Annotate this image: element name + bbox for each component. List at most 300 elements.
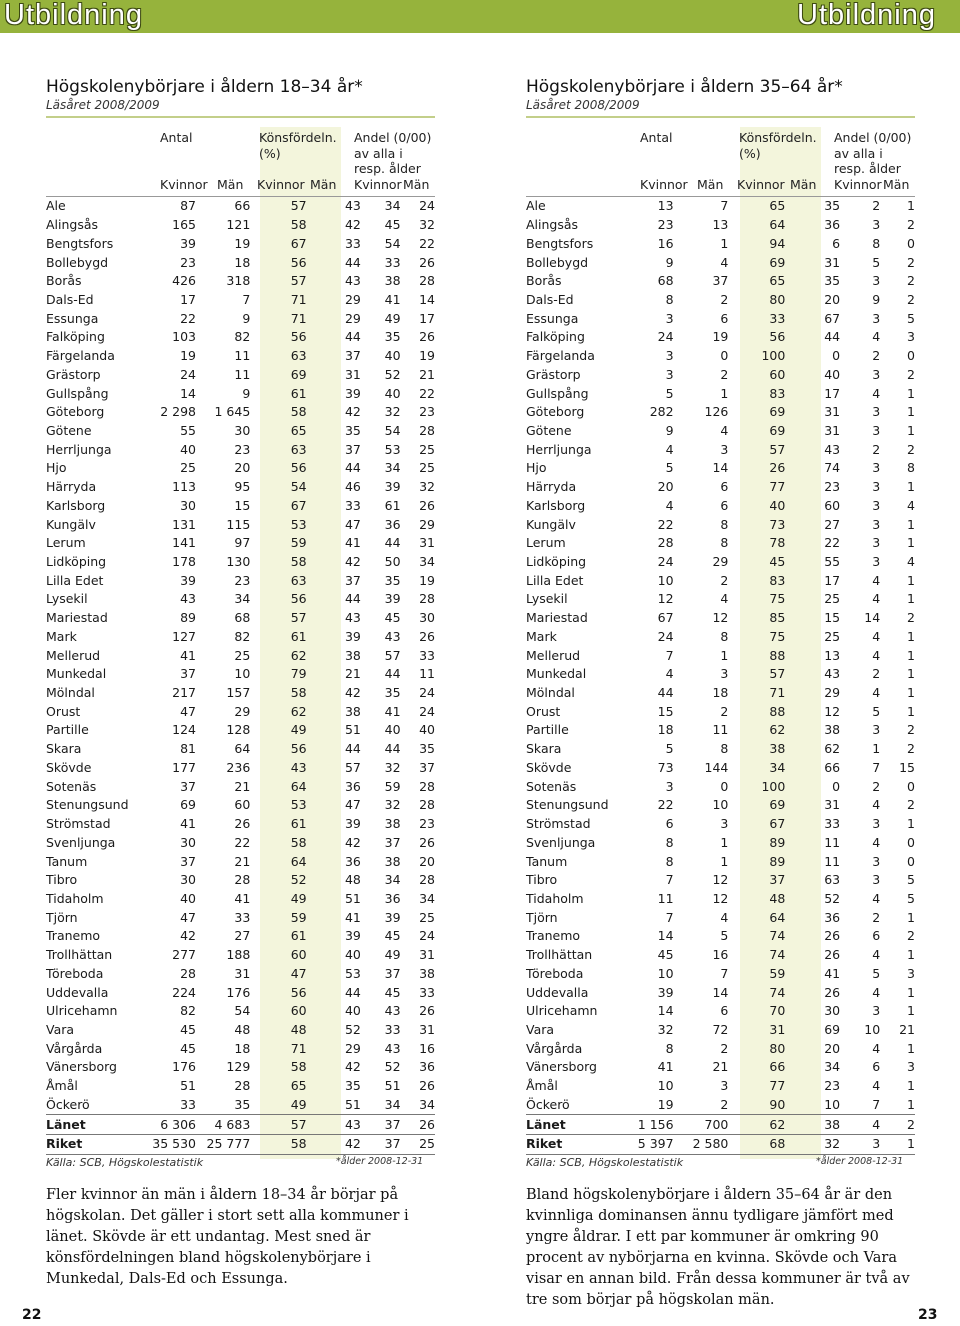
share-women-cell: 100 bbox=[761, 348, 786, 364]
rate-women-cell: 4 bbox=[872, 1040, 881, 1056]
table-row bbox=[526, 890, 915, 909]
rate-men-cell: 29 bbox=[419, 516, 435, 532]
summary-paragraph: Bland högskolenybörjare i åldern 35–64 år är den kvinnliga dominansen ännu tydligare jämfört med yngre åldrar. I ett par kommuner är omkring 90 procent av nybörjarna en kvinna. Skövde och Vara visar en annan bild. Från dessa kommuner är två av tre som börjar på högskolan män. bbox=[526, 1187, 910, 1308]
count-women-cell: 51 bbox=[180, 1078, 197, 1094]
share-men-cell: 12 bbox=[824, 703, 841, 719]
count-women-cell: 5 397 bbox=[631, 1134, 673, 1154]
share-men-cell: 74 bbox=[824, 460, 841, 476]
rate-men-cell: 1 bbox=[907, 404, 915, 420]
count-women-cell: 217 bbox=[172, 685, 197, 701]
share-men-cell: 44 bbox=[344, 984, 361, 1000]
table-row bbox=[526, 291, 915, 310]
rate-women-cell: 38 bbox=[384, 853, 401, 869]
municipality-cell: Lilla Edet bbox=[46, 572, 104, 588]
rate-men-cell: 1 bbox=[880, 197, 915, 216]
count-women-cell: 178 bbox=[172, 554, 197, 570]
table-row bbox=[526, 234, 915, 253]
share-men-cell: 31 bbox=[344, 366, 361, 382]
count-women-cell: 40 bbox=[180, 890, 197, 906]
share-women-cell: 59 bbox=[769, 965, 786, 981]
rate-women-cell: 3 bbox=[872, 497, 881, 513]
count-men-cell: 29 bbox=[234, 703, 251, 719]
table-row bbox=[46, 609, 435, 628]
rate-men-cell: 1 bbox=[907, 1003, 915, 1019]
table-row bbox=[526, 1096, 915, 1115]
rate-men-cell: 28 bbox=[419, 797, 435, 813]
share-men-cell: 48 bbox=[344, 872, 361, 888]
share-women-cell: 70 bbox=[769, 1003, 786, 1019]
rate-men-cell: 4 bbox=[907, 554, 915, 570]
table-row bbox=[526, 328, 915, 347]
share-men-cell: 69 bbox=[824, 1021, 841, 1037]
rate-women-cell: 4 bbox=[872, 890, 881, 906]
rate-men-cell: 0 bbox=[907, 235, 915, 251]
count-women-cell: 3 bbox=[665, 778, 674, 794]
share-men-cell: 29 bbox=[824, 685, 841, 701]
table-row bbox=[46, 403, 435, 422]
share-men-cell: 31 bbox=[824, 797, 841, 813]
count-women-cell: 24 bbox=[657, 329, 674, 345]
table-row bbox=[526, 272, 915, 291]
municipality-cell: Borås bbox=[526, 273, 562, 289]
count-men-cell: 126 bbox=[704, 404, 729, 420]
count-men-cell: 18 bbox=[234, 1040, 251, 1056]
share-men-cell: 26 bbox=[824, 928, 841, 944]
count-women-cell: 8 bbox=[665, 1040, 674, 1056]
municipality-cell: Öckerö bbox=[46, 1096, 90, 1112]
table-row bbox=[526, 553, 915, 572]
share-women-cell: 62 bbox=[290, 647, 307, 663]
count-women-cell: 5 bbox=[665, 460, 674, 476]
header-andel: Andel (0/00) bbox=[354, 130, 432, 145]
rate-women-cell: 4 bbox=[872, 1078, 881, 1094]
rate-women-cell: 40 bbox=[384, 348, 401, 364]
table-row bbox=[526, 759, 915, 778]
rate-men-cell: 3 bbox=[907, 965, 915, 981]
count-women-cell: 6 bbox=[665, 816, 674, 832]
rate-men-cell: 1 bbox=[907, 479, 915, 495]
municipality-cell: Lysekil bbox=[526, 591, 568, 607]
municipality-cell: Uddevalla bbox=[46, 984, 109, 1000]
rate-men-cell: 25 bbox=[419, 441, 435, 457]
rate-men-cell: 1 bbox=[907, 1040, 915, 1056]
count-men-cell: 144 bbox=[704, 759, 729, 775]
share-men-cell: 30 bbox=[824, 1003, 841, 1019]
count-women-cell: 42 bbox=[180, 928, 197, 944]
rate-men-cell: 5 bbox=[907, 872, 915, 888]
rate-women-cell: 3 bbox=[872, 554, 881, 570]
banner-title-right: Utbildning bbox=[797, 0, 936, 31]
rate-men-cell: 37 bbox=[419, 759, 435, 775]
rate-women-cell: 34 bbox=[384, 872, 401, 888]
count-men-cell: 10 bbox=[712, 797, 729, 813]
count-women-cell: 24 bbox=[180, 366, 197, 382]
municipality-cell: Tranemo bbox=[46, 928, 101, 944]
share-men-cell: 35 bbox=[344, 422, 361, 438]
count-men-cell: 121 bbox=[226, 217, 251, 233]
header-man: Män bbox=[310, 177, 337, 193]
rate-men-cell: 24 bbox=[419, 685, 435, 701]
rate-men-cell: 1 bbox=[907, 647, 915, 663]
rate-women-cell: 3 bbox=[872, 422, 881, 438]
rate-men-cell: 31 bbox=[419, 535, 435, 551]
municipality-cell: Strömstad bbox=[46, 816, 111, 832]
table-row bbox=[46, 459, 435, 478]
share-men-cell: 29 bbox=[344, 291, 361, 307]
rate-women-cell: 3 bbox=[872, 722, 881, 738]
municipality-cell: Grästorp bbox=[526, 366, 581, 382]
table-row bbox=[46, 740, 435, 759]
rate-women-cell: 3 bbox=[872, 404, 881, 420]
share-women-cell: 49 bbox=[290, 890, 307, 906]
municipality-cell: Göteborg bbox=[526, 404, 585, 420]
rate-men-cell: 30 bbox=[419, 610, 435, 626]
count-women-cell: 28 bbox=[180, 965, 197, 981]
rate-women-cell: 61 bbox=[384, 497, 401, 513]
rate-men-cell: 26 bbox=[419, 1078, 435, 1094]
header-kvinnor: Kvinnor bbox=[834, 177, 882, 193]
table-row bbox=[526, 609, 915, 628]
count-men-cell: 7 bbox=[720, 965, 729, 981]
count-women-cell: 18 bbox=[657, 722, 674, 738]
table-row bbox=[46, 422, 435, 441]
share-women-cell: 58 bbox=[250, 1134, 306, 1154]
rate-women-cell: 43 bbox=[384, 1003, 401, 1019]
rate-women-cell: 3 bbox=[872, 816, 881, 832]
count-men-cell: 8 bbox=[720, 741, 729, 757]
table-row bbox=[46, 983, 435, 1002]
header-kvinnor: Kvinnor bbox=[257, 177, 305, 193]
count-women-cell: 73 bbox=[657, 759, 674, 775]
count-men-cell: 130 bbox=[226, 554, 251, 570]
share-men-cell: 63 bbox=[824, 872, 841, 888]
table-row bbox=[46, 1096, 435, 1115]
count-women-cell: 22 bbox=[657, 797, 674, 813]
rate-women-cell: 50 bbox=[384, 554, 401, 570]
share-men-cell: 25 bbox=[824, 628, 841, 644]
table-row bbox=[46, 777, 435, 796]
share-women-cell: 67 bbox=[769, 816, 786, 832]
share-men-cell: 32 bbox=[785, 1134, 840, 1154]
count-women-cell: 7 bbox=[665, 872, 674, 888]
municipality-cell: Dals-Ed bbox=[46, 291, 94, 307]
municipality-cell: Skövde bbox=[46, 759, 92, 775]
rate-women-cell: 32 bbox=[384, 797, 401, 813]
rate-women-cell: 8 bbox=[872, 235, 881, 251]
rate-women-cell: 3 bbox=[872, 1003, 881, 1019]
share-men-cell: 43 bbox=[344, 610, 361, 626]
municipality-cell: Skövde bbox=[526, 759, 572, 775]
header-kvinnor: Kvinnor bbox=[160, 177, 208, 193]
table-row bbox=[46, 534, 435, 553]
table-row bbox=[526, 1002, 915, 1021]
count-men-cell: 23 bbox=[234, 441, 251, 457]
municipality-cell: Falköping bbox=[46, 329, 105, 345]
count-men-cell: 9 bbox=[242, 385, 251, 401]
table-row bbox=[526, 628, 915, 647]
count-women-cell: 39 bbox=[180, 572, 197, 588]
share-women-cell: 89 bbox=[769, 853, 786, 869]
share-men-cell: 43 bbox=[344, 273, 361, 289]
table-row bbox=[46, 852, 435, 871]
table-row bbox=[526, 197, 915, 216]
count-men-cell: 14 bbox=[712, 460, 729, 476]
share-men-cell: 31 bbox=[824, 404, 841, 420]
rate-men-cell: 26 bbox=[419, 834, 435, 850]
share-men-cell: 33 bbox=[344, 235, 361, 251]
table-row bbox=[526, 964, 915, 983]
table-row bbox=[526, 515, 915, 534]
share-women-cell: 37 bbox=[769, 872, 786, 888]
rate-men-cell: 34 bbox=[419, 890, 435, 906]
rate-women-cell: 10 bbox=[864, 1021, 881, 1037]
rate-men-cell: 31 bbox=[419, 1021, 435, 1037]
rate-men-cell: 19 bbox=[419, 572, 435, 588]
rate-men-cell: 22 bbox=[419, 235, 435, 251]
rate-men-cell: 40 bbox=[419, 722, 435, 738]
share-women-cell: 65 bbox=[290, 422, 307, 438]
count-women-cell: 20 bbox=[657, 479, 674, 495]
rate-women-cell: 45 bbox=[384, 928, 401, 944]
count-men-cell: 11 bbox=[234, 366, 251, 382]
rate-women-cell: 3 bbox=[872, 366, 881, 382]
count-men-cell: 6 bbox=[720, 1003, 729, 1019]
table-row bbox=[526, 1039, 915, 1058]
share-men-cell: 44 bbox=[344, 254, 361, 270]
share-men-cell: 23 bbox=[824, 479, 841, 495]
count-women-cell: 67 bbox=[657, 610, 674, 626]
share-women-cell: 64 bbox=[769, 217, 786, 233]
municipality-cell: Grästorp bbox=[46, 366, 101, 382]
count-women-cell: 41 bbox=[180, 647, 197, 663]
share-women-cell: 58 bbox=[290, 217, 307, 233]
share-men-cell: 51 bbox=[344, 722, 361, 738]
header-man: Män bbox=[790, 177, 817, 193]
count-women-cell: 7 bbox=[665, 909, 674, 925]
rate-men-cell: 16 bbox=[419, 1040, 435, 1056]
rate-women-cell: 52 bbox=[384, 366, 401, 382]
count-women-cell: 7 bbox=[665, 647, 674, 663]
rate-women-cell: 49 bbox=[384, 310, 401, 326]
count-women-cell: 39 bbox=[657, 984, 674, 1000]
header-andel-line2: av alla i bbox=[354, 145, 403, 161]
count-men-cell: 82 bbox=[234, 628, 251, 644]
rate-women-cell: 39 bbox=[384, 479, 401, 495]
municipality-cell: Herrljunga bbox=[526, 441, 592, 457]
rate-women-cell: 2 bbox=[840, 197, 880, 216]
share-men-cell: 53 bbox=[344, 965, 361, 981]
municipality-cell: Mariestad bbox=[526, 610, 588, 626]
share-women-cell: 71 bbox=[769, 685, 786, 701]
share-women-cell: 74 bbox=[769, 947, 786, 963]
share-women-cell: 79 bbox=[290, 666, 307, 682]
count-women-cell: 141 bbox=[172, 535, 197, 551]
share-men-cell: 27 bbox=[824, 516, 841, 532]
rate-women-cell: 6 bbox=[872, 1059, 881, 1075]
municipality-cell: Borås bbox=[46, 273, 82, 289]
share-women-cell: 71 bbox=[290, 291, 307, 307]
rate-women-cell: 4 bbox=[872, 572, 881, 588]
count-women-cell: 30 bbox=[180, 834, 197, 850]
count-women-cell: 25 bbox=[180, 460, 197, 476]
share-men-cell: 34 bbox=[824, 1059, 841, 1075]
share-women-cell: 71 bbox=[290, 1040, 307, 1056]
table-title: Högskolenybörjare i åldern 35–64 år* bbox=[526, 77, 843, 97]
municipality-cell: Partille bbox=[526, 722, 569, 738]
count-men-cell: 4 bbox=[720, 909, 729, 925]
count-women-cell: 47 bbox=[180, 703, 197, 719]
rate-women-cell: 53 bbox=[384, 441, 401, 457]
municipality-cell: Riket bbox=[526, 1134, 631, 1154]
share-men-cell: 42 bbox=[307, 1134, 361, 1154]
count-men-cell: 37 bbox=[712, 273, 729, 289]
rate-women-cell: 9 bbox=[872, 291, 881, 307]
share-men-cell: 43 bbox=[307, 197, 361, 216]
rate-women-cell: 2 bbox=[872, 348, 881, 364]
share-men-cell: 60 bbox=[824, 497, 841, 513]
count-men-cell: 95 bbox=[234, 479, 251, 495]
header-andel-line2: av alla i bbox=[834, 145, 883, 161]
rate-women-cell: 36 bbox=[384, 516, 401, 532]
count-women-cell: 45 bbox=[180, 1040, 197, 1056]
share-men-cell: 47 bbox=[344, 516, 361, 532]
count-men-cell: 7 bbox=[242, 291, 251, 307]
rate-men-cell: 21 bbox=[899, 1021, 915, 1037]
count-men-cell: 18 bbox=[712, 685, 729, 701]
rate-women-cell: 3 bbox=[872, 535, 881, 551]
table-row bbox=[46, 1002, 435, 1021]
table-row bbox=[526, 777, 915, 796]
rate-women-cell: 2 bbox=[872, 666, 881, 682]
share-women-cell: 61 bbox=[290, 628, 307, 644]
count-women-cell: 87 bbox=[150, 197, 196, 216]
table-row bbox=[46, 628, 435, 647]
count-women-cell: 224 bbox=[172, 984, 197, 1000]
rate-women-cell: 34 bbox=[384, 1096, 401, 1112]
rate-women-cell: 37 bbox=[384, 834, 401, 850]
rate-men-cell: 2 bbox=[907, 291, 915, 307]
share-men-cell: 41 bbox=[344, 909, 361, 925]
municipality-cell: Uddevalla bbox=[526, 984, 589, 1000]
count-women-cell: 37 bbox=[180, 666, 197, 682]
share-men-cell: 39 bbox=[344, 928, 361, 944]
rate-women-cell: 3 bbox=[872, 217, 881, 233]
statistics-table bbox=[526, 196, 915, 1155]
count-women-cell: 45 bbox=[657, 947, 674, 963]
municipality-cell: Vara bbox=[526, 1021, 555, 1037]
rate-women-cell: 4 bbox=[872, 385, 881, 401]
share-women-cell: 31 bbox=[769, 1021, 786, 1037]
statistics-table bbox=[46, 196, 435, 1155]
share-men-cell: 38 bbox=[824, 722, 841, 738]
count-women-cell: 10 bbox=[657, 1078, 674, 1094]
municipality-cell: Tidaholm bbox=[46, 890, 104, 906]
rate-men-cell: 0 bbox=[907, 853, 915, 869]
rate-women-cell: 3 bbox=[872, 853, 881, 869]
municipality-cell: Tranemo bbox=[526, 928, 581, 944]
share-women-cell: 62 bbox=[769, 722, 786, 738]
share-men-cell: 44 bbox=[824, 329, 841, 345]
count-women-cell: 176 bbox=[172, 1059, 197, 1075]
share-men-cell: 13 bbox=[824, 647, 841, 663]
share-men-cell: 0 bbox=[832, 348, 841, 364]
municipality-cell: Orust bbox=[526, 703, 561, 719]
share-men-cell: 36 bbox=[824, 909, 841, 925]
title-rule bbox=[46, 116, 435, 118]
table-row bbox=[46, 815, 435, 834]
share-men-cell: 39 bbox=[344, 628, 361, 644]
count-women-cell: 9 bbox=[665, 254, 674, 270]
count-men-cell: 3 bbox=[720, 816, 729, 832]
share-men-cell: 44 bbox=[344, 591, 361, 607]
municipality-cell: Tanum bbox=[46, 853, 88, 869]
municipality-cell: Vårgårda bbox=[46, 1040, 103, 1056]
share-women-cell: 67 bbox=[290, 497, 307, 513]
share-men-cell: 36 bbox=[824, 217, 841, 233]
rate-men-cell: 2 bbox=[907, 722, 915, 738]
municipality-cell: Ulricehamn bbox=[46, 1003, 118, 1019]
rate-women-cell: 44 bbox=[384, 741, 401, 757]
share-women-cell: 56 bbox=[290, 460, 307, 476]
share-women-cell: 94 bbox=[769, 235, 786, 251]
share-men-cell: 52 bbox=[824, 890, 841, 906]
table-row bbox=[526, 459, 915, 478]
share-women-cell: 57 bbox=[290, 273, 307, 289]
table-row bbox=[526, 478, 915, 497]
share-women-cell: 26 bbox=[769, 460, 786, 476]
rate-women-cell: 49 bbox=[384, 947, 401, 963]
count-men-cell: 3 bbox=[720, 1078, 729, 1094]
share-men-cell: 51 bbox=[344, 890, 361, 906]
table-row bbox=[526, 684, 915, 703]
share-women-cell: 56 bbox=[290, 984, 307, 1000]
municipality-cell: Lidköping bbox=[526, 554, 587, 570]
count-men-cell: 12 bbox=[712, 890, 729, 906]
municipality-cell: Lerum bbox=[526, 535, 566, 551]
rate-women-cell: 45 bbox=[384, 610, 401, 626]
share-men-cell: 67 bbox=[824, 310, 841, 326]
table-row bbox=[46, 328, 435, 347]
share-women-cell: 57 bbox=[250, 1115, 306, 1135]
municipality-cell: Lilla Edet bbox=[526, 572, 584, 588]
table-row bbox=[46, 291, 435, 310]
count-men-cell: 23 bbox=[234, 572, 251, 588]
municipality-cell: Partille bbox=[46, 722, 89, 738]
share-men-cell: 38 bbox=[785, 1115, 840, 1135]
municipality-cell: Dals-Ed bbox=[526, 291, 574, 307]
share-men-cell: 66 bbox=[824, 759, 841, 775]
count-women-cell: 39 bbox=[180, 235, 197, 251]
municipality-cell: Tjörn bbox=[46, 909, 78, 925]
rate-men-cell: 0 bbox=[907, 778, 915, 794]
municipality-cell: Stenungsund bbox=[526, 797, 609, 813]
count-men-cell: 34 bbox=[234, 591, 251, 607]
count-women-cell: 4 bbox=[665, 666, 674, 682]
rate-men-cell: 24 bbox=[401, 197, 435, 216]
municipality-cell: Alingsås bbox=[46, 217, 99, 233]
municipality-cell: Karlsborg bbox=[526, 497, 586, 513]
count-men-cell: 12 bbox=[712, 610, 729, 626]
share-women-cell: 63 bbox=[290, 572, 307, 588]
count-men-cell: 1 bbox=[720, 385, 729, 401]
count-men-cell: 1 bbox=[720, 647, 729, 663]
count-men-cell: 82 bbox=[234, 329, 251, 345]
share-men-cell: 26 bbox=[824, 947, 841, 963]
municipality-cell: Sotenäs bbox=[46, 778, 97, 794]
rate-women-cell: 5 bbox=[872, 254, 881, 270]
share-women-cell: 56 bbox=[290, 591, 307, 607]
rate-women-cell: 4 bbox=[872, 647, 881, 663]
